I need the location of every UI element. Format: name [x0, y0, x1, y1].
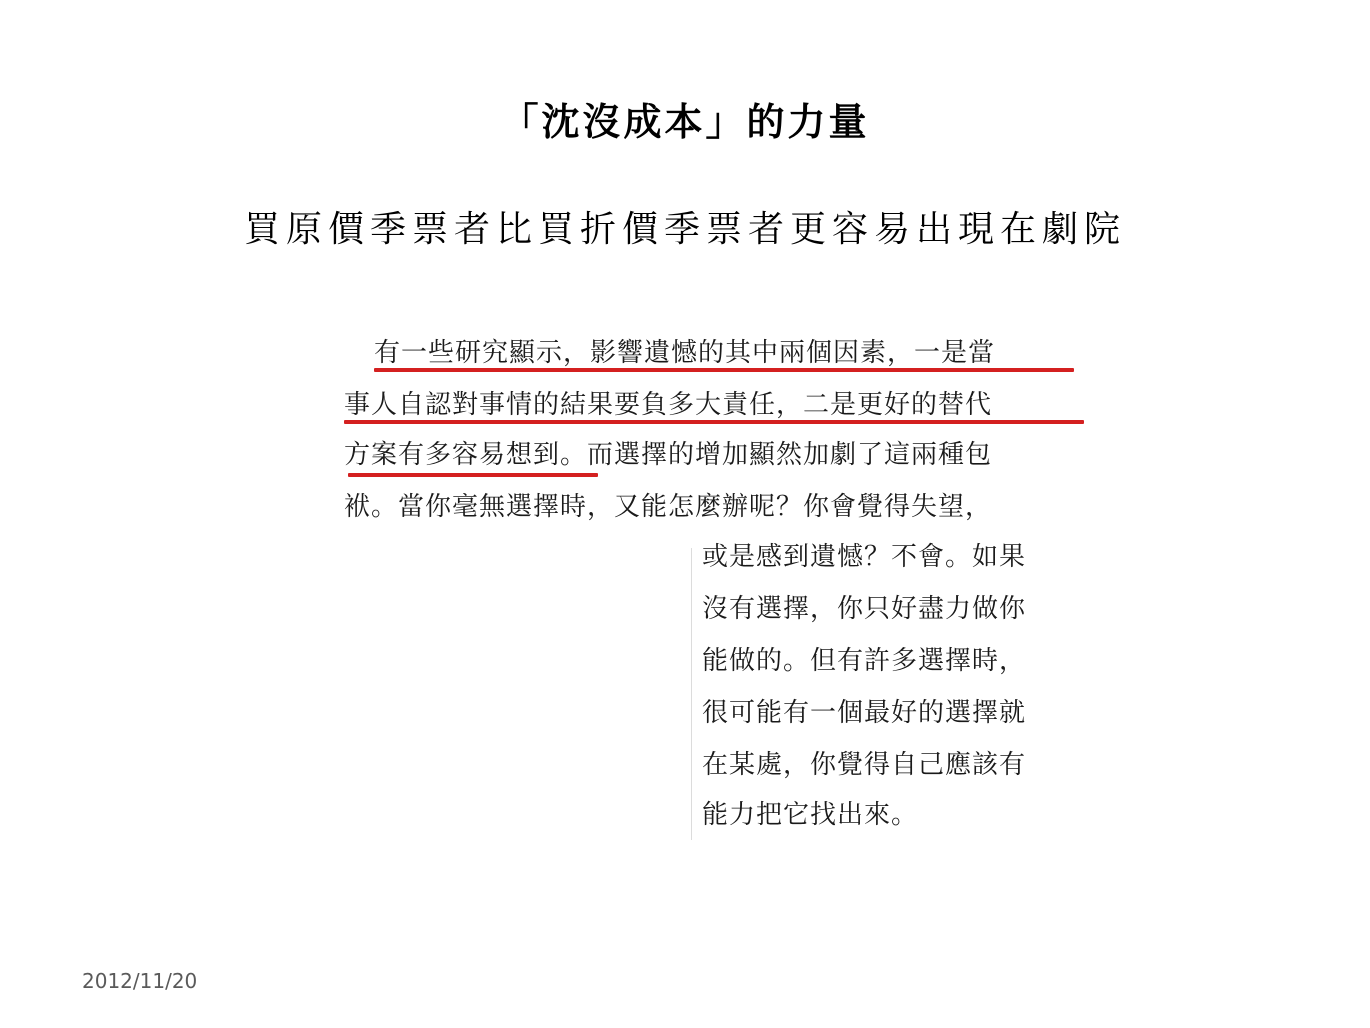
slide-date: 2012/11/20 — [82, 969, 198, 993]
column-divider — [691, 548, 692, 840]
highlight-underline-1 — [374, 368, 1074, 372]
highlight-underline-3 — [348, 473, 598, 477]
excerpt-line-8: 很可能有一個最好的選擇就 — [702, 698, 1027, 728]
highlight-underline-2 — [344, 420, 1084, 424]
excerpt-line-9: 在某處，你覺得自己應該有 — [702, 750, 1027, 780]
excerpt-line-7: 能做的。但有許多選擇時， — [702, 646, 1027, 676]
excerpt-line-6: 沒有選擇，你只好盡力做你 — [702, 594, 1027, 624]
book-excerpt — [340, 320, 1100, 850]
excerpt-line-3: 方案有多容易想到。而選擇的增加顯然加劇了這兩種包 — [344, 440, 993, 470]
slide-title: 「沈沒成本」的力量 — [500, 99, 870, 144]
excerpt-line-1: 有一些研究顯示，影響遺憾的其中兩個因素，一是當 — [374, 338, 996, 368]
excerpt-line-4: 袱。當你毫無選擇時，又能怎麼辦呢？你會覺得失望， — [344, 492, 993, 522]
excerpt-line-10: 能力把它找出來。 — [702, 800, 919, 830]
excerpt-line-2: 事人自認對事情的結果要負多大責任，二是更好的替代 — [344, 390, 993, 420]
slide-subtitle: 買原價季票者比買折價季票者更容易出現在劇院 — [243, 209, 1126, 250]
excerpt-line-5: 或是感到遺憾？不會。如果 — [702, 542, 1027, 572]
